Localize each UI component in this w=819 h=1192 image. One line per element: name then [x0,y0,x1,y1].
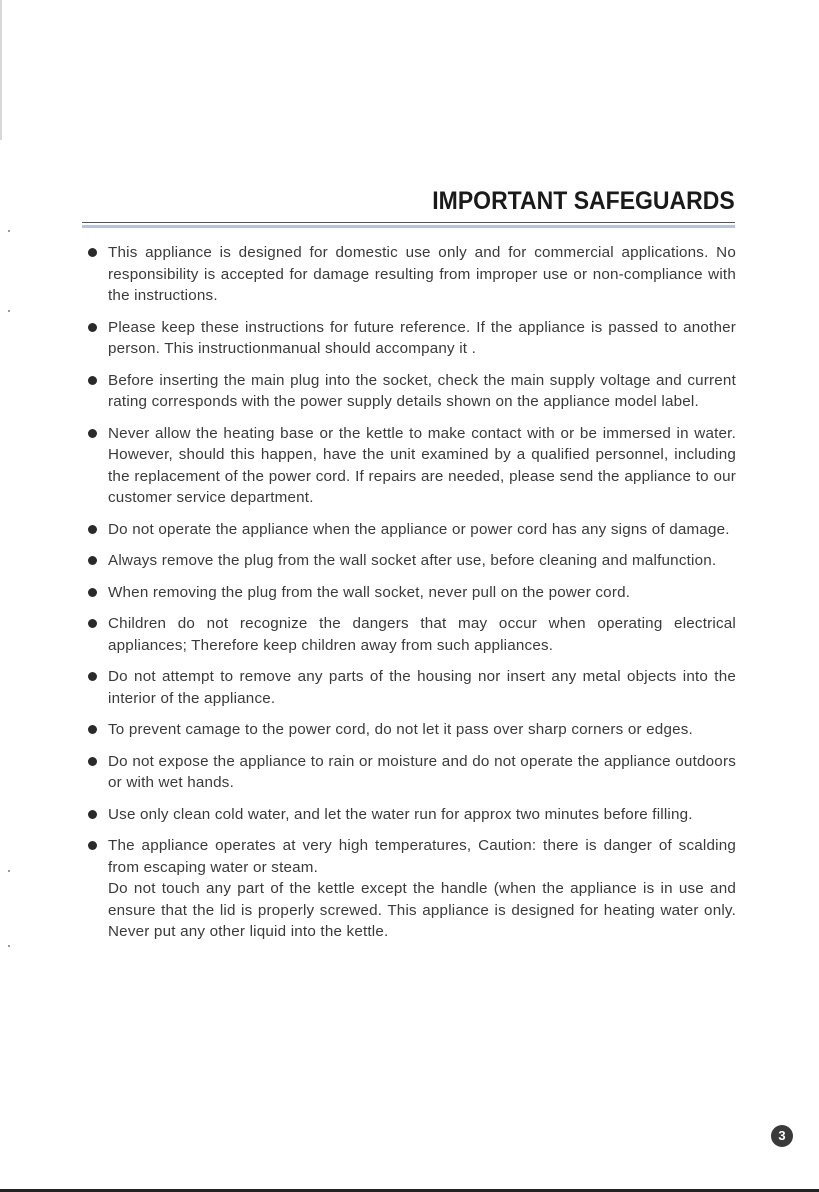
bullet-icon [88,556,97,565]
list-item-text: The appliance operates at very high temperatures, Caution: there is danger of scalding from escaping water or steam. [108,837,736,876]
list-item-text: Do not touch any part of the kettle except the handle (when the appliance is in use and ensure that the lid is properly screwed. This appliance is designed for heating water only. Never put any other liquid into the kettle. [108,880,736,940]
list-item [88,550,736,572]
scan-speck [8,230,10,232]
heading-rule-accent [82,225,735,228]
list-item-text: Do not expose the appliance to rain or moisture and do not operate the appliance outdoors or with wet hands. [108,752,736,791]
list-item [88,423,736,509]
list-item-text: Children do not recognize the dangers that may occur when operating electrical appliances; Therefore keep children away from such appliances. [108,615,736,654]
list-item-text: Always remove the plug from the wall socket after use, before cleaning and malfunction. [108,552,717,569]
safeguards-list [88,242,736,953]
list-item [88,613,736,656]
list-item-text: This appliance is designed for domestic use only and for commercial applications. No responsibility is accepted for damage resulting from improper use or non-compliance with the instructions. [108,244,736,304]
bullet-icon [88,323,97,332]
bullet-icon [88,619,97,628]
page-number-badge: 3 [771,1125,793,1147]
scan-speck [8,870,10,872]
list-item [88,317,736,360]
list-item-text: Do not attempt to remove any parts of the housing nor insert any metal objects into the interior of the appliance. [108,668,736,707]
list-item-text: When removing the plug from the wall socket, never pull on the power cord. [108,583,631,601]
list-item [88,751,736,794]
bullet-icon [88,429,97,438]
bullet-icon [88,248,97,257]
heading-rule [82,222,735,223]
list-item [88,719,736,741]
page-heading: IMPORTANT SAFEGUARDS [432,187,735,215]
scan-speck [8,945,10,947]
list-item [88,804,736,826]
list-item [88,835,736,943]
bullet-icon [88,672,97,681]
list-item [88,242,736,307]
bullet-icon [88,525,97,534]
bullet-icon [88,588,97,597]
list-item-text: Before inserting the main plug into the socket, check the main supply voltage and current rating corresponds with the power supply details shown on the appliance model label. [108,371,736,410]
list-item [88,582,736,604]
list-item-text: Do not operate the appliance when the appliance or power cord has any signs of damage. [108,520,730,538]
bullet-icon [88,725,97,734]
list-item [88,519,736,541]
list-item [88,666,736,709]
bullet-icon [88,810,97,819]
list-item-text: Use only clean cold water, and let the water run for approx two minutes before filling. [108,805,693,823]
bullet-icon [88,841,97,850]
list-item-text: To prevent camage to the power cord, do not let it pass over sharp corners or edges. [108,721,693,738]
list-item-text: Never allow the heating base or the kettle to make contact with or be immersed in water. However, should this happen, have the unit examined by a qualified personnel, including the replacement of the power cord. If repairs are needed, please send the appliance to our customer service department. [108,424,736,506]
scan-edge [0,0,2,140]
scan-speck [8,310,10,312]
bullet-icon [88,376,97,385]
list-item-text: Please keep these instructions for future reference. If the appliance is passed to another person. This instructionmanual should accompany it . [108,318,736,357]
bullet-icon [88,757,97,766]
list-item [88,370,736,413]
